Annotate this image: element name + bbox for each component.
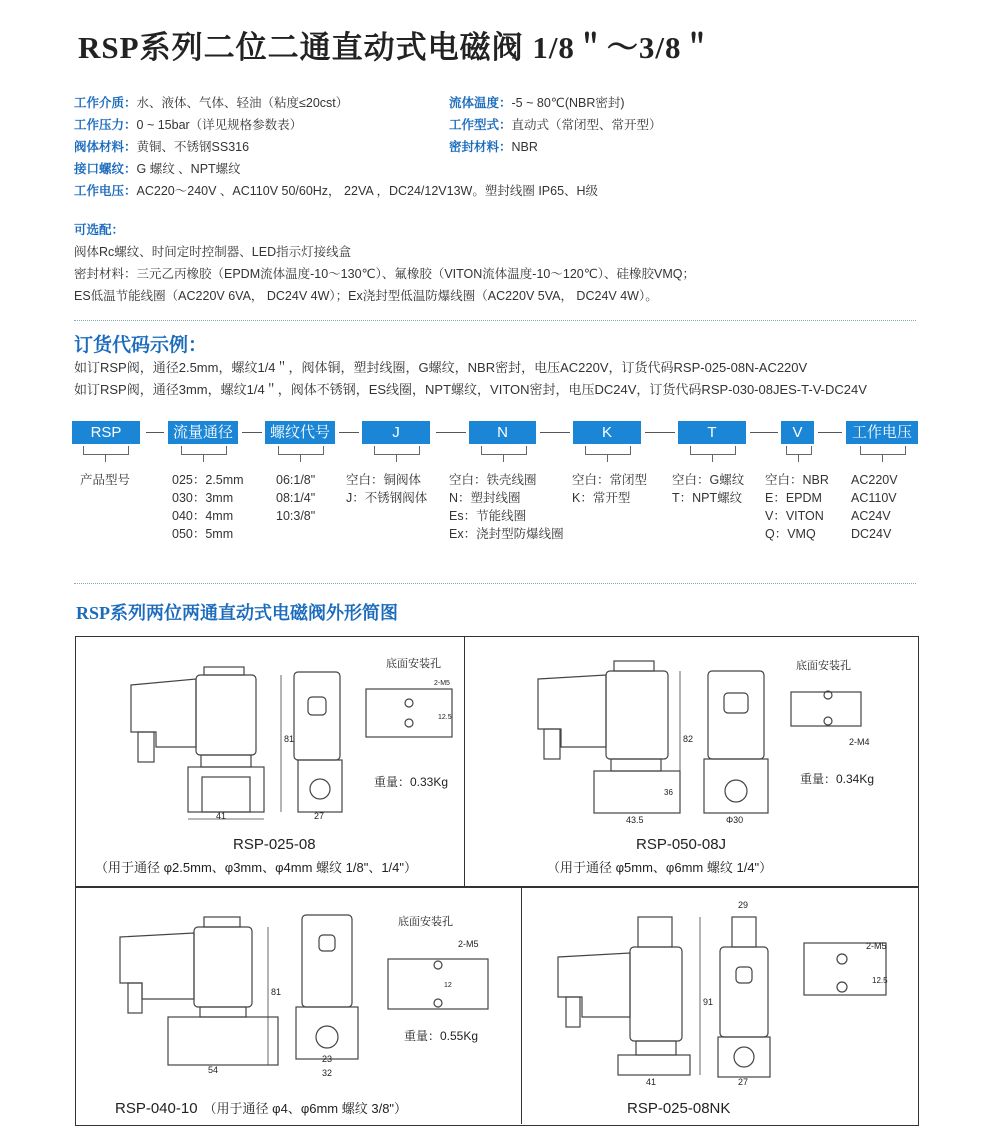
code-col-thread: 06:1/8" 08:1/4" 10:3/8" [276, 473, 316, 523]
dim-width-1: 41 [216, 811, 227, 821]
dim-top-4: 29 [738, 900, 749, 910]
dim-pitch-1: 12.5 [438, 714, 452, 721]
dim-height-1: 81 [284, 734, 295, 744]
dim-pitch-4: 12.5 [872, 976, 888, 985]
dim-width2-3: 32 [322, 1068, 333, 1078]
drawings-heading: RSP系列两位两通直动式电磁阀外形简图 [76, 603, 399, 623]
weight-2: 重量：0.34Kg [800, 772, 875, 786]
dim-width2-1: 27 [314, 811, 325, 821]
dim-height-3: 81 [271, 987, 282, 997]
spec-row: 流体温度：-5 ~ 80℃(NBR密封) [449, 96, 625, 110]
dim-hole-3: 2-M5 [458, 939, 479, 949]
code-box-thread: 螺纹代号 [265, 421, 335, 444]
frame-divider [464, 636, 465, 886]
valve-drawing-1 [76, 637, 464, 837]
weight-1: 重量：0.33Kg [374, 775, 449, 789]
code-dash [146, 432, 164, 433]
code-bracket [860, 446, 906, 455]
options-section [74, 219, 695, 307]
code-col-type: 空白：常闭型 K：常开型 [572, 473, 648, 505]
code-box-port: T [678, 421, 746, 444]
dim-width2-2: Φ30 [726, 815, 744, 825]
spec-row: 工作型式：直动式（常闭型、常开型） [449, 118, 662, 132]
code-stem [712, 454, 713, 462]
code-stem [882, 454, 883, 462]
order-example: 如订RSP阀，通径2.5mm，螺纹1/4＂，阀体铜，塑封线圈，G螺纹，NBR密封，电压AC220V，订货代码RSP-025-08N-AC220V [74, 360, 808, 375]
dim-width2-4: 27 [738, 1077, 749, 1087]
code-bracket [181, 446, 227, 455]
spec-row: 阀体材料：黄铜、不锈钢SS316 [74, 140, 250, 154]
code-dash [750, 432, 778, 433]
weight-3: 重量：0.55Kg [404, 1029, 479, 1043]
code-col-body: 空白：铜阀体 J：不锈钢阀体 [346, 473, 428, 505]
specs-right [449, 92, 662, 158]
code-bracket [83, 446, 129, 455]
code-col-bore: 025：2.5mm 030：3mm 040：4mm 050：5mm [172, 473, 244, 541]
dim-pitch-2: 36 [664, 788, 673, 797]
options-line: ES低温节能线圈（AC220V 6VA， DC24V 4W）；Ex浇封型低温防爆线圈（AC220V 5VA， DC24V 4W）。 [74, 289, 658, 303]
code-col-port: 空白：G螺纹 T：NPT螺纹 [672, 473, 745, 505]
code-bracket [786, 446, 812, 455]
code-bracket [374, 446, 420, 455]
options-line: 密封材料：三元乙丙橡胶（EPDM流体温度-10～130℃）、氟橡胶（VITON流体温度-10～120℃）、硅橡胶VMQ； [74, 267, 695, 281]
model-note-2: （用于通径 φ5mm、φ6mm 螺纹 1/4"） [547, 860, 773, 875]
hole-label-3: 底面安装孔 [398, 916, 453, 928]
code-bracket [585, 446, 631, 455]
model-caption-4: RSP-025-08NK [627, 1100, 731, 1117]
model-caption-2: RSP-050-08J [636, 836, 727, 853]
code-box-type: K [573, 421, 641, 444]
valve-drawing-3 [76, 887, 520, 1087]
code-stem [300, 454, 301, 462]
order-example: 如订RSP阀，通径3mm，螺纹1/4＂，阀体不锈钢，ES线圈，NPT螺纹，VITON密封，电压DC24V，订货代码RSP-030-08JES-T-V-DC24V [74, 382, 867, 397]
valve-drawing-4 [522, 887, 916, 1102]
code-bracket [278, 446, 324, 455]
dim-hole-2: 2-M4 [849, 737, 870, 747]
code-box-coil: N [469, 421, 536, 444]
code-dash [339, 432, 359, 433]
code-dash [436, 432, 466, 433]
spec-row: 工作介质：水、液体、气体、轻油（粘度≤20cst） [74, 96, 349, 110]
dim-width-2: 43.5 [626, 815, 644, 825]
hole-label-1: 底面安装孔 [386, 658, 441, 670]
code-bracket [481, 446, 527, 455]
spec-row: 工作电压：AC220～240V 、AC110V 50/60Hz， 22VA ，DC24/12V13W。塑封线圈 IP65、H级 [74, 184, 599, 198]
dim-hole-4: 2-M5 [866, 941, 887, 951]
code-stem [607, 454, 608, 462]
code-box-seal: V [781, 421, 814, 444]
code-stem [396, 454, 397, 462]
divider [74, 320, 916, 321]
dim-height-2: 82 [683, 734, 694, 744]
page-title: RSP系列二位二通直动式电磁阀 1/8＂～3/8＂ [78, 30, 714, 65]
code-stem [798, 454, 799, 462]
valve-drawing-2 [466, 637, 916, 837]
code-box-model: RSP [72, 421, 140, 444]
code-box-bore: 流量通径 [168, 421, 238, 444]
code-stem [105, 454, 106, 462]
code-dash [818, 432, 842, 433]
spec-row: 工作压力：0 ~ 15bar（详见规格参数表） [74, 118, 303, 132]
options-line: 阀体Rc螺纹、时间定时控制器、LED指示灯接线盒 [74, 245, 352, 259]
code-col-seal: 空白：NBR E：EPDM V：VITON Q：VMQ [765, 473, 829, 541]
dim-hole-1: 2-M5 [434, 680, 450, 687]
code-stem [203, 454, 204, 462]
code-bracket [690, 446, 736, 455]
code-col-coil: 空白：铁壳线圈 N：塑封线圈 Es：节能线圈 Ex：浇封型防爆线圈 [449, 473, 564, 541]
spec-row: 密封材料：NBR [449, 140, 538, 154]
dim-height-4: 91 [703, 997, 714, 1007]
dim-width-3: 54 [208, 1065, 219, 1075]
code-col-voltage: AC220V AC110V AC24V DC24V [851, 473, 898, 541]
hole-label-2: 底面安装孔 [796, 660, 851, 672]
dim-pitch-3: 12 [444, 982, 452, 989]
code-dash [242, 432, 262, 433]
code-dash [540, 432, 570, 433]
divider [74, 583, 916, 584]
order-examples [74, 357, 867, 401]
code-stem [503, 454, 504, 462]
model-caption-3: RSP-040-10 （用于通径 φ4、φ6mm 螺纹 3/8"） [115, 1100, 408, 1117]
code-box-body: J [362, 421, 430, 444]
dim-width-4: 41 [646, 1077, 657, 1087]
code-col-model: 产品型号 [80, 473, 131, 487]
code-dash [645, 432, 675, 433]
model-caption-1: RSP-025-08 [233, 836, 316, 853]
code-box-voltage: 工作电压 [846, 421, 918, 444]
model-note-1: （用于通径 φ2.5mm、φ3mm、φ4mm 螺纹 1/8"、1/4"） [95, 860, 418, 875]
dim-width3-3: 23 [322, 1054, 333, 1064]
spec-row: 接口螺纹：G 螺纹 、NPT螺纹 [74, 162, 241, 176]
order-heading: 订货代码示例： [74, 335, 208, 356]
options-heading: 可选配： [74, 223, 125, 237]
